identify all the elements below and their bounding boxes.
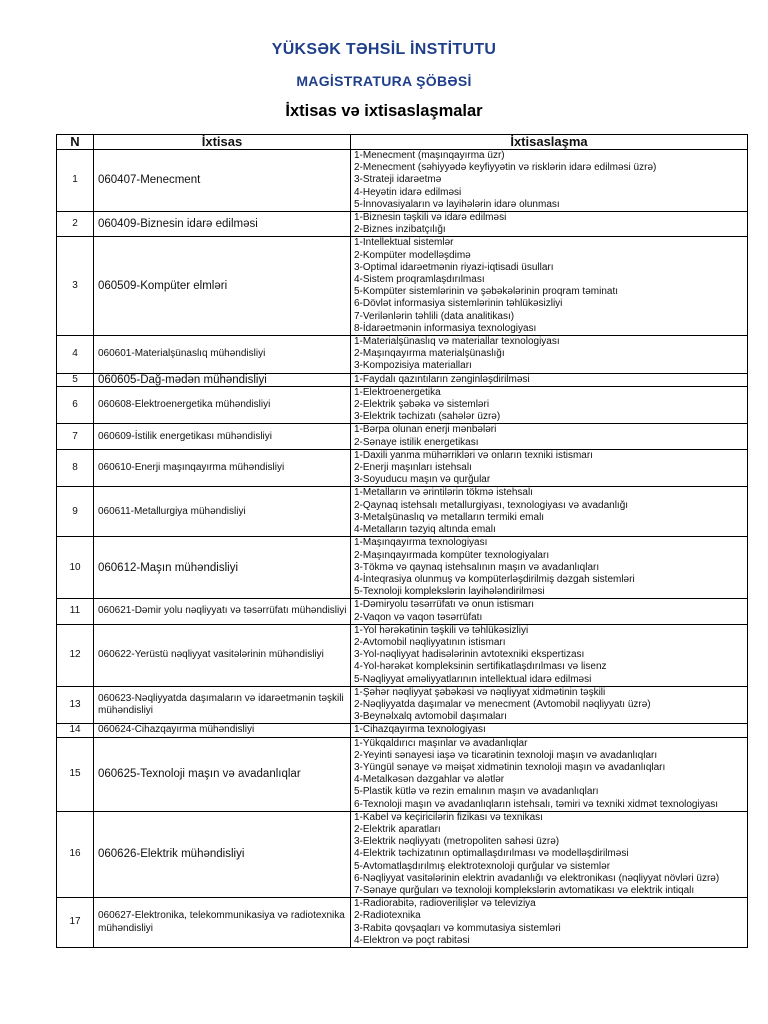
table-row (57, 737, 748, 811)
specialization-item: 6-Nəqliyyat vasitələrinin elektrin avadanlığı və elektronikası (nəqliyyat növləri üzrə) (354, 872, 720, 884)
institute-heading: YÜKSƏK TƏHSİL İNSTİTUTU (271, 41, 497, 58)
specialization-item: 1-Radiorabitə, radioverilişlər və televiziya (354, 898, 536, 910)
specialization-item: 1-İntellektual sistemlər (354, 237, 454, 249)
specialization-item: 1-Metalların və ərintilərin tökmə istehsalı (354, 487, 533, 499)
specialization-item: 1-Cihazqayırma texnologiyası (354, 724, 486, 736)
specialty-name: 060622-Yerüstü nəqliyyat vasitələrinin mühəndisliyi (94, 624, 351, 686)
table-row (57, 237, 748, 336)
specialization-item: 3-Elektrik nəqliyyatı (metropoliten sahəsi üzrə) (354, 836, 560, 848)
specializations-cell (351, 737, 748, 811)
row-number: 2 (57, 212, 94, 237)
specialty-name: 060509-Kompüter elmləri (94, 237, 351, 336)
specialization-item: 5-Plastik kütlə və rezin emalının maşın və avadanlıqları (354, 786, 599, 798)
specialization-item: 2-Maşınqayırmada kompüter texnologiyaları (354, 549, 550, 561)
table-row (57, 599, 748, 624)
specializations-cell (351, 449, 748, 487)
specialization-item: 2-Vaqon və vaqon təsərrüfatı (354, 611, 483, 623)
specialization-item: 1-Menecment (maşınqayırma üzr) (354, 150, 505, 161)
specialization-item: 5-Kompüter sistemlərinin və şəbəkələrinin proqram təminatı (354, 286, 619, 298)
column-header-number: N (57, 135, 94, 150)
specialty-name: 060624-Cihazqayırma mühəndisliyi (94, 724, 351, 737)
specialization-item: 1-Şəhər nəqliyyat şəbəkəsi və nəqliyyat xidmətinin təşkili (354, 686, 606, 698)
specialization-item: 4-Elektron və poçt rabitəsi (354, 934, 470, 946)
specialization-item: 1-Materialşünaslıq və materiallar texnologiyası (354, 336, 560, 348)
specialization-item: 4-Metalların təzyiq altında emalı (354, 524, 496, 536)
specialization-item: 1-Bərpa olunan enerji mənbələri (354, 424, 497, 436)
specialty-name: 060608-Elektroenergetika mühəndisliyi (94, 386, 351, 424)
row-number: 17 (57, 898, 94, 948)
specialization-item: 2-Nəqliyyatda daşımalar və menecment (Avtomobil nəqliyyatı üzrə) (354, 698, 651, 710)
row-number: 7 (57, 424, 94, 449)
specialty-name: 060627-Elektronika, telekommunikasiya və radiotexnika mühəndisliyi (94, 898, 351, 948)
specializations-cell (351, 624, 748, 686)
row-number: 16 (57, 811, 94, 897)
specialization-item: 8-İdarəetmənin informasiya texnologiyası (354, 322, 537, 334)
specialization-item: 5-Avtomatlaşdırılmış elektrotexnoloji qurğular və sistemlər (354, 860, 611, 872)
specialization-item: 2-Radiotexnika (354, 910, 421, 922)
specialty-name: 060601-Materialşünaslıq mühəndisliyi (94, 336, 351, 374)
table-row (57, 150, 748, 212)
specialization-item: 1-Elektroenergetika (354, 386, 441, 398)
column-header-specialty: İxtisas (94, 135, 351, 150)
specialization-item: 5-Nəqliyyat əməliyyatlarının intellektual idarə edilməsi (354, 673, 592, 685)
specializations-cell (351, 487, 748, 537)
specialization-item: 2-Sənaye istilik energetikası (354, 436, 479, 448)
specializations-cell (351, 898, 748, 948)
column-header-specialization: İxtisaslaşma (351, 135, 748, 150)
specialization-item: 2-Elektrik aparatları (354, 823, 441, 835)
specializations-cell (351, 811, 748, 897)
specialization-item: 2-Elektrik şəbəkə və sistemləri (354, 399, 490, 411)
specialization-item: 3-Yol-nəqliyyat hadisələrinin avtotexniki ekspertizası (354, 649, 585, 661)
specialization-item: 4-Heyətin idarə edilməsi (354, 186, 462, 198)
specialty-name: 060605-Dağ-mədən mühəndisliyi (94, 373, 351, 386)
specialty-name: 060625-Texnoloji maşın və avadanlıqlar (94, 737, 351, 811)
table-row (57, 212, 748, 237)
table-body (57, 150, 748, 948)
specializations-cell (351, 724, 748, 737)
specialization-item: 1-Yol hərəkətinin təşkili və təhlükəsizliyi (354, 624, 529, 636)
specialization-item: 3-Metalşünaslıq və metalların termiki emalı (354, 511, 545, 523)
table-row (57, 336, 748, 374)
specialty-name: 060626-Elektrik mühəndisliyi (94, 811, 351, 897)
specialization-item: 1-Faydalı qazıntıların zənginləşdirilməsi (354, 373, 530, 385)
table-row (57, 811, 748, 897)
specializations-cell (351, 336, 748, 374)
table-row (57, 424, 748, 449)
specialty-name: 060610-Enerji maşınqayırma mühəndisliyi (94, 449, 351, 487)
specialization-item: 3-Soyuducu maşın və qurğular (354, 474, 491, 486)
specialization-item: 2-Biznes inzibatçılığı (354, 224, 446, 236)
row-number: 1 (57, 150, 94, 212)
row-number: 11 (57, 599, 94, 624)
specialty-name: 060611-Metallurgiya mühəndisliyi (94, 487, 351, 537)
specialty-name: 060612-Maşın mühəndisliyi (94, 537, 351, 599)
table-row (57, 449, 748, 487)
specialization-item: 2-Kompüter modelləşdimə (354, 249, 471, 261)
row-number: 10 (57, 537, 94, 599)
row-number: 12 (57, 624, 94, 686)
specializations-cell (351, 599, 748, 624)
specialization-item: 1-Dəmiryolu təsərrüfatı və onun istismarı (354, 599, 535, 611)
specialization-item: 7-Verilənlərin təhlili (data analitikası) (354, 310, 515, 322)
row-number: 6 (57, 386, 94, 424)
table-row (57, 624, 748, 686)
specialization-item: 2-Avtomobil nəqliyyatının istismarı (354, 636, 506, 648)
specialization-item: 3-Elektrik təchizatı (sahələr üzrə) (354, 411, 501, 423)
specialization-item: 5-Texnoloji komplekslərin layihələndirilməsi (354, 586, 545, 598)
specialization-item: 3-Strateji idarəetmə (354, 174, 442, 186)
table-row (57, 537, 748, 599)
specialization-item: 1-Daxili yanma mühərrikləri və onların texniki istismarı (354, 449, 593, 461)
specializations-cell (351, 686, 748, 724)
specialization-item: 3-Beynəlxalq avtomobil daşımaları (354, 711, 507, 723)
specialization-item: 2-Enerji maşınları istehsalı (354, 462, 472, 474)
specialization-item: 3-Yüngül sənaye və məişət xidmətinin texnoloji maşın və avadanlıqları (354, 761, 666, 773)
row-number: 9 (57, 487, 94, 537)
specialization-item: 1-Yükqaldırıcı maşınlar və avadanlıqlar (354, 737, 528, 749)
specialization-item: 2-Qaynaq istehsalı metallurgiyası, texnologiyası və avadanlığı (354, 499, 629, 511)
specialization-item: 7-Sənaye qurğuları və texnoloji komplekslərin avtomatikası və elektrik intiqalı (354, 884, 695, 896)
specialty-name: 060623-Nəqliyyatda daşımaların və idarəetmənin təşkili mühəndisliyi (94, 686, 351, 724)
specialty-name: 060409-Biznesin idarə edilməsi (94, 212, 351, 237)
specialization-item: 2-Maşınqayırma materialşünaslığı (354, 348, 505, 360)
row-number: 3 (57, 237, 94, 336)
specialization-item: 1-Maşınqayırma texnologiyası (354, 537, 488, 549)
specialization-item: 4-İnteqrasiya olunmuş və kompüterləşdirilmiş dəzgah sistemləri (354, 573, 635, 585)
specialization-item: 6-Dövlət informasiya sistemlərinin təhlükəsizliyi (354, 298, 563, 310)
specialization-item: 1-Biznesin təşkili və idarə edilməsi (354, 212, 507, 224)
table-row (57, 724, 748, 737)
specialty-name: 060621-Dəmir yolu nəqliyyatı və təsərrüfatı mühəndisliyi (94, 599, 351, 624)
specialization-item: 4-Yol-hərəkət kompleksinin sertifikatlaşdırılması və lisenz (354, 661, 607, 673)
row-number: 8 (57, 449, 94, 487)
specialization-item: 5-İnnovasiyaların və layihələrin idarə olunması (354, 198, 560, 210)
specialization-item: 1-Kabel və keçiricilərin fizikası və texnikası (354, 811, 543, 823)
specializations-cell (351, 386, 748, 424)
row-number: 15 (57, 737, 94, 811)
document-title: İxtisas və ixtisaslaşmalar (285, 102, 483, 120)
table-header-row (57, 135, 748, 150)
table-row (57, 373, 748, 386)
specializations-cell (351, 237, 748, 336)
specialization-item: 4-Elektrik təchizatının optimallaşdırılması və modelləşdirilməsi (354, 848, 629, 860)
specializations-cell (351, 537, 748, 599)
specialization-item: 3-Tökmə və qaynaq istehsalının maşın və avadanlıqları (354, 561, 600, 573)
table-row (57, 898, 748, 948)
specialization-item: 6-Texnoloji maşın və avadanlıqların istehsalı, təmiri və texniki xidmət texnologiyası (354, 798, 719, 810)
specialization-item: 2-Yeyinti sənayesi iaşə və ticarətinin texnoloji maşın və avadanlıqları (354, 749, 658, 761)
specialties-table (56, 134, 748, 948)
specializations-cell (351, 373, 748, 386)
specializations-cell (351, 150, 748, 212)
specialty-name: 060407-Menecment (94, 150, 351, 212)
table-row (57, 386, 748, 424)
specializations-cell (351, 424, 748, 449)
specialization-item: 4-Sistem proqramlaşdırılması (354, 274, 485, 286)
specialization-item: 3-Rabitə qovşaqları və kommutasiya sistemləri (354, 922, 561, 934)
row-number: 13 (57, 686, 94, 724)
specializations-cell (351, 212, 748, 237)
row-number: 5 (57, 373, 94, 386)
specialization-item: 3-Optimal idarəetmənin riyazi-iqtisadi üsulları (354, 261, 554, 273)
table-row (57, 487, 748, 537)
table-row (57, 686, 748, 724)
specialty-name: 060609-İstilik energetikası mühəndisliyi (94, 424, 351, 449)
row-number: 14 (57, 724, 94, 737)
specialization-item: 2-Menecment (səhiyyədə keyfiyyətin və risklərin idarə edilməsi üzrə) (354, 162, 657, 174)
department-heading: MAGİSTRATURA ŞÖBƏSİ (296, 73, 472, 89)
specialization-item: 4-Metalkəsən dəzgahlar və alətlər (354, 774, 505, 786)
row-number: 4 (57, 336, 94, 374)
specialization-item: 3-Kompozisiya materialları (354, 360, 472, 372)
